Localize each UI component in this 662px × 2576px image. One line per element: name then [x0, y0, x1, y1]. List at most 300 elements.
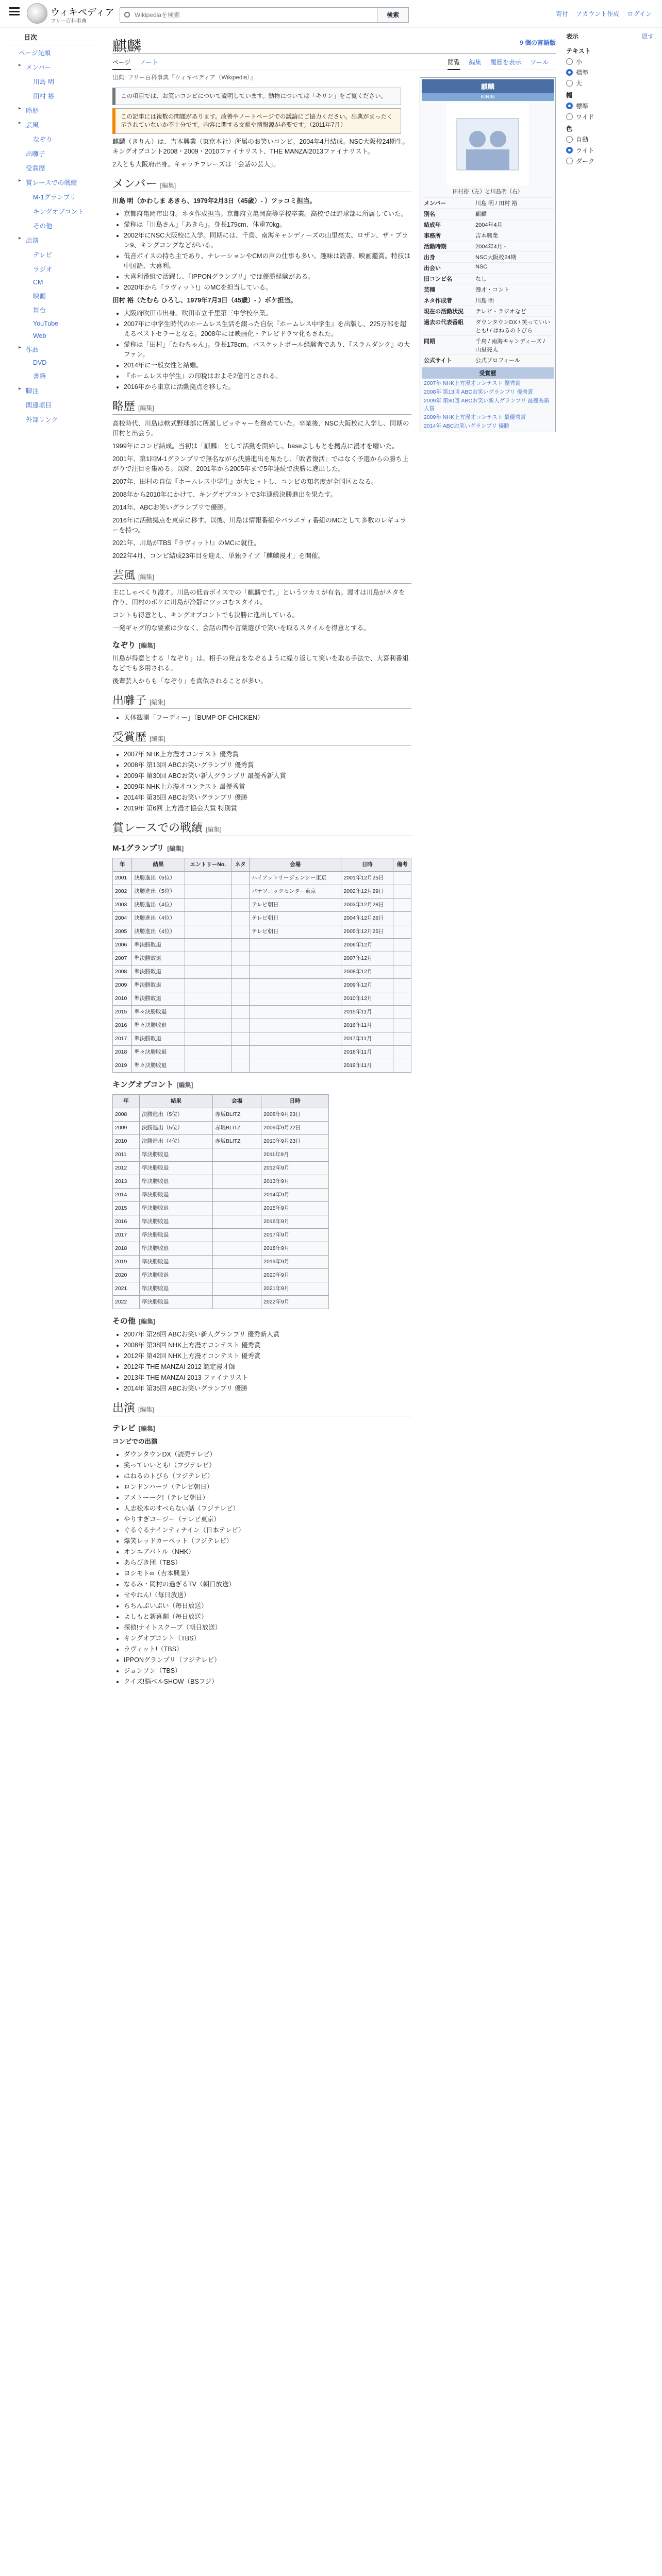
section-koc: キングオブコント [編集] — [112, 1080, 193, 1089]
list-item: • ちちんぷいぷい（毎日放送） — [124, 1601, 411, 1611]
toc-item[interactable]: キングオブコント — [33, 208, 84, 215]
toc-list — [0, 45, 103, 427]
toc-item[interactable]: 映画 — [33, 293, 46, 300]
table-header: 結果 — [132, 858, 185, 872]
toc-item[interactable]: ▸ 賞レースでの戦績 — [0, 175, 103, 190]
infobox-caption: 田村裕（左）と川島明（右） — [452, 189, 523, 195]
table-cell — [249, 952, 341, 965]
table-cell: 準決勝敗退 — [140, 1256, 213, 1269]
table-cell: 決勝進出（5位） — [140, 1108, 213, 1122]
section-awards: 受賞歴 [編集] — [112, 732, 411, 745]
paragraph: 2001年、第1回M-1グランプリで無名ながら決勝進出を果たし、「敗者復活」ではなく予選からの勝ち上がりで注目を集める。以降、2001年から2005年まで5年連続で決勝に進出した。 — [112, 455, 409, 472]
page-header — [112, 28, 556, 54]
tab-page[interactable]: ページ — [112, 59, 131, 70]
toc-item[interactable]: ▸ メンバー — [0, 60, 103, 74]
table-cell — [393, 1006, 411, 1019]
infobox-row — [422, 354, 554, 365]
list-item: • 天体観測「フーディー」（BUMP OF CHICKEN） — [124, 713, 411, 723]
infobox-key: 結成年 — [424, 222, 441, 228]
table-row — [113, 925, 411, 939]
table-row — [113, 1229, 329, 1242]
table-cell: 2002年12月29日 — [341, 885, 393, 899]
site-subtitle: フリー百科事典 — [51, 19, 87, 24]
table-cell — [185, 925, 231, 939]
toc-item[interactable]: ▸ 作品 — [0, 342, 103, 357]
list-item: • 2012年 THE MANZAI 2012 認定漫才師 — [124, 1362, 411, 1372]
table-row — [113, 1282, 329, 1296]
table-cell: 決勝進出（4位） — [132, 912, 185, 925]
text-size-label: テキスト — [566, 47, 591, 55]
table-cell — [231, 939, 250, 952]
tv-list — [124, 1450, 411, 1687]
list-item: • 愛称は「川島さん」「あきら」。身長179cm、体重70kg。 — [124, 220, 411, 230]
toc-item[interactable]: 舞台 — [33, 307, 46, 314]
appearance-panel — [566, 28, 654, 167]
table-cell: 準決勝敗退 — [140, 1162, 213, 1175]
infobox-value: 千鳥 / 南海キャンディーズ / 山里亮太 — [475, 338, 545, 353]
tab-edit[interactable]: 編集 — [469, 59, 482, 66]
table-cell — [393, 925, 411, 939]
infobox-key: メンバー — [424, 200, 446, 207]
infobox-value: 漫才・コント — [475, 287, 509, 293]
page-tabs — [112, 54, 556, 70]
table-row — [113, 1032, 411, 1046]
table-cell: 準決勝敗退 — [140, 1148, 213, 1162]
tab-history[interactable]: 履歴を表示 — [490, 59, 521, 66]
appearance-title: 表示 隠す — [566, 28, 654, 43]
table-cell: テレビ朝日 — [249, 899, 341, 912]
create-account-link[interactable]: アカウント作成 — [576, 10, 620, 18]
table-cell — [249, 979, 341, 992]
table-cell: 準決勝敗退 — [132, 992, 185, 1006]
list-item: • あらびき団（TBS） — [124, 1558, 411, 1568]
list-item: • 2009年 第30回 ABCお笑い新人グランプリ 最優秀新人賞 — [124, 771, 411, 781]
disambiguation-notice: この項目では、お笑いコンビについて説明しています。動物については「キリン」をご覧ください。 — [112, 88, 401, 105]
table-cell — [249, 1059, 341, 1073]
table-cell: 2001 — [113, 872, 132, 885]
infobox-key: 出会い — [424, 265, 441, 272]
table-cell: 2013 — [113, 1175, 140, 1189]
table-cell — [249, 1006, 341, 1019]
infobox-row — [422, 230, 554, 241]
table-cell — [231, 979, 250, 992]
infobox-value: 2004年4月 — [475, 222, 503, 228]
infobox-row — [422, 316, 554, 335]
table-cell: 決勝進出（5位） — [132, 872, 185, 885]
table-cell — [231, 992, 250, 1006]
paragraph: 2021年、川島がTBS『ラヴィット!』のMCに就任。 — [112, 539, 260, 547]
search-box — [120, 7, 408, 23]
paragraph: 2008年から2010年にかけて、キングオブコントで3年連続決勝進出を果たす。 — [112, 491, 337, 498]
list-item: • せやねん!（毎日放送） — [124, 1590, 411, 1600]
section-debayashi: 出囃子 [編集] — [112, 696, 411, 709]
table-cell — [185, 912, 231, 925]
table-cell: 2008年9月23日 — [261, 1108, 329, 1122]
table-cell — [212, 1215, 261, 1229]
table-header: 備考 — [393, 858, 411, 872]
menu-icon[interactable] — [9, 7, 20, 15]
table-cell: 準決勝敗退 — [132, 979, 185, 992]
other-awards-list — [124, 1330, 411, 1394]
table-row — [113, 1269, 329, 1282]
table-cell: 2009 — [113, 1122, 140, 1135]
tab-read[interactable]: 閲覧 — [448, 59, 460, 70]
paragraph: 高校時代、川島は軟式野球部に所属しピッチャーを務めていた。卒業後、NSC大阪校に入学し、同期の田村と出会う。 — [112, 420, 409, 437]
tab-talk[interactable]: ノート — [140, 59, 158, 66]
paragraph: 後輩芸人からも「なぞり」を真似されることが多い。 — [112, 677, 268, 685]
text-standard-option[interactable]: 標準 — [566, 68, 654, 77]
infobox — [420, 77, 556, 432]
search-input[interactable] — [120, 8, 362, 22]
site-name: ウィキペディア — [51, 7, 114, 18]
table-cell: 準々決勝敗退 — [132, 1006, 185, 1019]
section-style: 芸風 [編集] — [112, 570, 411, 584]
list-item: • ヨシモト∞（吉本興業） — [124, 1569, 411, 1579]
table-cell: 2008 — [113, 965, 132, 979]
table-row — [113, 1108, 329, 1122]
infobox-key: 別名 — [424, 211, 435, 217]
list-item: • 2007年 NHK上方漫才コンテスト 優秀賞 — [124, 750, 411, 759]
table-row — [113, 1296, 329, 1309]
table-cell: 決勝進出（4位） — [132, 899, 185, 912]
table-cell: 2013年9月 — [261, 1175, 329, 1189]
table-cell: 2019年9月 — [261, 1256, 329, 1269]
table-cell — [185, 992, 231, 1006]
table-cell — [212, 1296, 261, 1309]
table-cell — [231, 912, 250, 925]
infobox-key: 同期 — [424, 338, 435, 345]
toc-item[interactable]: なぞり — [33, 136, 53, 143]
table-cell: 2012 — [113, 1162, 140, 1175]
table-cell: 2020 — [113, 1269, 140, 1282]
table-cell — [212, 1175, 261, 1189]
lead-paragraph: 麒麟（きりん）は、吉本興業（東京本社）所属のお笑いコンビ。2004年4月結成。NSC大阪校24期生。キングオブコント2008・2009・2010ファイナリスト、THE MANZAI2013ファイナリスト。 — [112, 138, 409, 155]
section-nazori: なぞり [編集] — [112, 641, 156, 650]
table-cell — [185, 1006, 231, 1019]
toc-item[interactable]: M-1グランプリ — [33, 194, 76, 201]
table-cell: 2010 — [113, 1135, 140, 1148]
infobox-value: 2004年4月 - — [475, 244, 506, 250]
list-item: • ラヴィット!（TBS） — [124, 1645, 411, 1654]
list-item: • 低音ボイスの持ち主であり、ナレーションやCMの声の仕事も多い。趣味は読書、映画鑑賞。特技は中国語、大喜利。 — [124, 251, 411, 271]
table-cell — [393, 1059, 411, 1073]
table-cell: 赤坂BLITZ — [212, 1135, 261, 1148]
infobox-value: 公式プロフィール — [475, 358, 520, 364]
table-cell: 2010年12月 — [341, 992, 393, 1006]
table-row — [113, 1006, 411, 1019]
table-cell: 準々決勝敗退 — [132, 1059, 185, 1073]
width-wide-option[interactable]: ワイド — [566, 112, 654, 121]
toc-item[interactable]: ▸ 出演 — [0, 233, 103, 247]
table-cell: 2021年9月 — [261, 1282, 329, 1296]
table-cell: テレビ朝日 — [249, 925, 341, 939]
table-cell: 2015 — [113, 1006, 132, 1019]
table-cell — [393, 952, 411, 965]
table-cell — [231, 1006, 250, 1019]
table-cell — [249, 1046, 341, 1059]
list-item: • よしもと新喜劇（毎日放送） — [124, 1612, 411, 1622]
koc-table — [112, 1094, 329, 1309]
table-cell — [185, 1046, 231, 1059]
m1-table — [112, 858, 411, 1073]
list-item: • 2014年 第35回 ABCお笑いグランプリ 優勝 — [124, 793, 411, 803]
awards-list — [124, 750, 411, 814]
table-cell — [212, 1242, 261, 1256]
toc-item[interactable]: その他 — [33, 223, 53, 230]
infobox-key: 芸種 — [424, 287, 435, 293]
infobox-key: 過去の代表番組 — [424, 319, 464, 326]
table-cell — [185, 872, 231, 885]
section-appear: 出演 [編集] — [112, 1403, 411, 1416]
table-cell — [212, 1256, 261, 1269]
list-item: • 爆笑レッドカーペット（フジテレビ） — [124, 1536, 411, 1546]
table-cell: 2021 — [113, 1282, 140, 1296]
infobox-key: 現在の活動状況 — [424, 309, 464, 315]
table-cell: 2019年11月 — [341, 1059, 393, 1073]
table-cell: 2015年11月 — [341, 1006, 393, 1019]
section-members: メンバー [編集] — [112, 179, 411, 192]
table-cell — [231, 899, 250, 912]
table-row — [113, 952, 411, 965]
table-cell — [249, 1032, 341, 1046]
infobox-key: ネタ作成者 — [424, 298, 452, 304]
page-title: 麒麟 — [112, 39, 142, 55]
list-item: • 2019年 第6回 上方漫才協会大賞 特別賞 — [124, 804, 411, 814]
table-row — [113, 872, 411, 885]
width-label: 幅 — [566, 92, 573, 99]
infobox-award[interactable]: 2009年 第30回 ABCお笑い新人グランプリ 最優秀新人賞 — [424, 398, 550, 412]
infobox-row — [422, 219, 554, 230]
table-cell — [393, 965, 411, 979]
toc-item[interactable]: ▸ 脚注 — [0, 383, 103, 398]
list-item: • はねるのトびら（フジテレビ） — [124, 1471, 411, 1481]
article-body — [112, 88, 411, 1687]
table-cell — [212, 1189, 261, 1202]
table-cell — [393, 872, 411, 885]
paragraph: 一発ギャグ的な要素は少なく、会話の間や言葉選びで笑いを取るスタイルを得意とする。 — [112, 624, 370, 632]
table-cell — [185, 1032, 231, 1046]
text-small-option[interactable]: 小 — [566, 57, 654, 66]
infobox-value: なし — [475, 276, 487, 282]
toc-item[interactable]: 外部リンク — [26, 416, 58, 423]
donate-link[interactable]: 寄付 — [556, 10, 569, 18]
section-history: 略歴 [編集] — [112, 401, 411, 415]
top-header — [0, 0, 662, 28]
infobox-row — [422, 251, 554, 262]
table-cell — [212, 1229, 261, 1242]
table-cell: 2001年12月25日 — [341, 872, 393, 885]
table-cell: 赤坂BLITZ — [212, 1108, 261, 1122]
table-cell: 2006年12月 — [341, 939, 393, 952]
table-cell: 2010年9月23日 — [261, 1135, 329, 1148]
table-header: 年 — [113, 858, 132, 872]
infobox-value: 川島 明 / 田村 裕 — [475, 200, 518, 207]
source-line: 出典: フリー百科事典『ウィキペディア（Wikipedia）』 — [112, 75, 256, 81]
table-cell: 2011 — [113, 1148, 140, 1162]
table-cell — [185, 1059, 231, 1073]
table-header-row — [113, 858, 411, 872]
infobox-row — [422, 241, 554, 251]
toc-item[interactable]: 受賞歴 — [26, 165, 45, 172]
table-row — [113, 1189, 329, 1202]
color-auto-option[interactable]: 自動 — [566, 135, 654, 144]
language-button[interactable]: 9 個の言語版 — [519, 39, 556, 46]
table-cell: 準決勝敗退 — [140, 1296, 213, 1309]
table-row — [113, 1175, 329, 1189]
table-cell: 準決勝敗退 — [140, 1269, 213, 1282]
toc-item[interactable]: ▸ 芸風 — [0, 117, 103, 132]
list-item: • IPPONグランプリ（フジテレビ） — [124, 1655, 411, 1665]
toc-title: 目次 — [5, 28, 98, 45]
table-cell: 2015年9月 — [261, 1202, 329, 1215]
color-dark-option[interactable]: ダーク — [566, 157, 654, 165]
paragraph: 主にしゃべくり漫才。川島の低音ボイスでの「麒麟です。」というツカミが有名。漫才は川島がネタを作り、田村のボケに川島が冷静にツッコむスタイル。 — [112, 589, 405, 606]
table-row — [113, 1046, 411, 1059]
table-cell: 2009 — [113, 979, 132, 992]
infobox-value: NSC — [475, 264, 488, 270]
toc-item[interactable]: 関連項目 — [26, 402, 52, 409]
list-item: • オンエアバトル（NHK） — [124, 1547, 411, 1557]
toc-item[interactable]: 川島 明 — [33, 78, 54, 86]
infobox-awards — [422, 379, 554, 430]
member-tamura: 田村 裕（たむら ひろし、1979年7月3日（45歳）- ）ボケ担当。 — [112, 297, 297, 304]
table-cell: 2017 — [113, 1229, 140, 1242]
table-cell: 準決勝敗退 — [140, 1202, 213, 1215]
toc-item[interactable]: Web — [33, 332, 46, 340]
tamura-details — [124, 309, 411, 392]
table-row — [113, 1019, 411, 1032]
toc-item[interactable]: CM — [33, 279, 43, 286]
table-cell: 2012年9月 — [261, 1162, 329, 1175]
infobox-value: 川島 明 — [475, 298, 494, 304]
section-race: 賞レースでの戦績 [編集] — [112, 823, 411, 836]
infobox-image[interactable] — [446, 103, 529, 185]
list-item: • 京都府亀岡市出身。ネタ作成担当。京都府立亀岡高等学校卒業。高校では野球部に所属していた。 — [124, 209, 411, 219]
infobox-award[interactable]: 2014年 ABCお笑いグランプリ 優勝 — [424, 423, 509, 429]
toc-item[interactable]: 書籍 — [33, 373, 46, 380]
table-header: 会場 — [249, 858, 341, 872]
infobox-value: 麒麟 — [475, 211, 487, 217]
toc-item[interactable]: YouTube — [33, 320, 59, 327]
table-cell — [231, 1046, 250, 1059]
table-cell — [249, 1019, 341, 1032]
list-item: • キングオブコント（TBS） — [124, 1634, 411, 1643]
toc-item[interactable]: テレビ — [33, 251, 53, 259]
infobox-row — [422, 262, 554, 273]
table-cell: 2010 — [113, 992, 132, 1006]
nazori-paragraphs — [112, 654, 411, 686]
paragraph: コントも得意とし、キングオブコントでも決勝に進出している。 — [112, 612, 299, 619]
table-cell — [185, 939, 231, 952]
table-cell: 準決勝敗退 — [140, 1229, 213, 1242]
list-item: • 『ホームレス中学生』の印税はおよそ2億円とされる。 — [124, 371, 411, 381]
infobox-award[interactable]: 2009年 NHK上方漫才コンテスト 最優秀賞 — [424, 414, 526, 420]
table-cell — [249, 992, 341, 1006]
toc-item[interactable]: 田村 裕 — [33, 93, 54, 100]
toc-sidebar — [0, 28, 103, 427]
table-row — [113, 1215, 329, 1229]
width-standard-option[interactable]: 標準 — [566, 101, 654, 110]
section-tv: テレビ [編集] — [112, 1424, 155, 1433]
login-link[interactable]: ログイン — [627, 10, 652, 18]
toc-item[interactable]: ページ先頭 — [19, 49, 51, 57]
table-cell — [185, 885, 231, 899]
table-row — [113, 1059, 411, 1073]
wikipedia-logo[interactable] — [27, 3, 47, 24]
infobox-title: 麒麟 — [422, 79, 554, 93]
list-item: • クイズ!脳ベルSHOW（BSフジ） — [124, 1677, 411, 1687]
table-cell: 2016 — [113, 1215, 140, 1229]
search-button[interactable]: 検索 — [377, 7, 409, 23]
infobox-award[interactable]: 2007年 NHK上方漫才コンテスト 優秀賞 — [424, 380, 521, 386]
table-row — [113, 1148, 329, 1162]
tab-tools[interactable]: ツール — [530, 59, 549, 66]
color-light-option[interactable]: ライト — [566, 146, 654, 155]
table-cell — [231, 1019, 250, 1032]
toc-item[interactable]: ラジオ — [33, 266, 53, 273]
infobox-value: NSC大阪校24期 — [475, 255, 517, 261]
table-cell: ハイアットリージェンシー東京 — [249, 872, 341, 885]
infobox-row — [422, 335, 554, 354]
table-cell — [212, 1269, 261, 1282]
table-cell: 2005年12月25日 — [341, 925, 393, 939]
toc-item[interactable]: 出囃子 — [26, 150, 45, 158]
kawashima-details — [124, 209, 411, 293]
list-item: • 2009年 NHK上方漫才コンテスト 最優秀賞 — [124, 782, 411, 792]
table-row — [113, 1135, 329, 1148]
table-cell: 2017 — [113, 1032, 132, 1046]
table-cell — [212, 1162, 261, 1175]
text-large-option[interactable]: 大 — [566, 79, 654, 88]
table-header: 日時 — [261, 1095, 329, 1108]
table-cell: 2022年9月 — [261, 1296, 329, 1309]
table-row — [113, 885, 411, 899]
table-cell: 2008 — [113, 1108, 140, 1122]
toc-item[interactable]: ▸ 略歴 — [0, 103, 103, 117]
infobox-awards-header: 受賞歴 — [422, 367, 554, 379]
table-cell: 決勝進出（5位） — [132, 885, 185, 899]
table-cell — [212, 1148, 261, 1162]
table-cell: 2018 — [113, 1046, 132, 1059]
table-cell: 準決勝敗退 — [140, 1175, 213, 1189]
table-cell: 赤坂BLITZ — [212, 1122, 261, 1135]
table-row — [113, 979, 411, 992]
paragraph: 2007年、田村の自伝『ホームレス中学生』が大ヒットし、コンビの知名度が全国区となる。 — [112, 478, 378, 485]
table-cell: 2007 — [113, 952, 132, 965]
table-cell: 2022 — [113, 1296, 140, 1309]
infobox-subtitle: KIRIN — [422, 93, 554, 101]
tv-subheading: コンビでの出演 — [112, 1438, 158, 1445]
table-cell: 準決勝敗退 — [132, 965, 185, 979]
table-row — [113, 965, 411, 979]
table-cell — [231, 925, 250, 939]
table-row — [113, 992, 411, 1006]
table-cell: 2005 — [113, 925, 132, 939]
section-m1: M-1グランプリ [編集] — [112, 844, 184, 853]
table-cell: 決勝進出（5位） — [140, 1122, 213, 1135]
list-item: • 2014年に一般女性と結婚。 — [124, 361, 411, 370]
table-cell: 準決勝敗退 — [132, 939, 185, 952]
table-row — [113, 1162, 329, 1175]
infobox-key: 出身 — [424, 255, 435, 261]
table-row — [113, 1202, 329, 1215]
table-cell: 2016年11月 — [341, 1019, 393, 1032]
table-cell: 2019 — [113, 1059, 132, 1073]
infobox-award[interactable]: 2008年 第13回 ABCお笑いグランプリ 優秀賞 — [424, 389, 533, 395]
infobox-row — [422, 208, 554, 219]
list-item: • 大喜利番組で活躍し、『IPPONグランプリ』では優勝経験がある。 — [124, 272, 411, 282]
toc-item[interactable]: DVD — [33, 359, 47, 366]
